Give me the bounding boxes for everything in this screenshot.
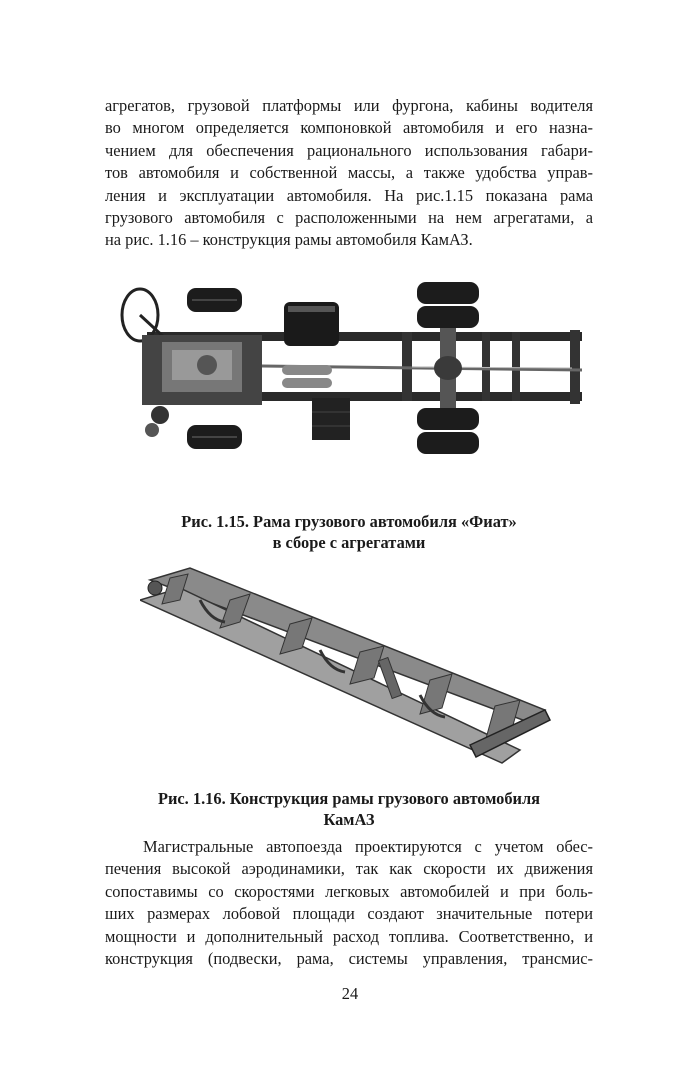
text-line: конструкция (подвески, рама, системы управления, трансмис- bbox=[105, 949, 593, 969]
text-line: мощности и дополнительный расход топлива. Соответственно, и bbox=[105, 926, 593, 946]
fiat-chassis-illustration bbox=[112, 280, 587, 465]
caption-line: Рис. 1.15. Рама грузового автомобиля «Фиат» bbox=[181, 512, 517, 531]
text-line: во многом определяется компоновкой автомобиля и его назна- bbox=[105, 118, 593, 138]
text-line: чением для обеспечения рационального использования габари- bbox=[105, 140, 593, 160]
caption-line: КамАЗ bbox=[323, 810, 375, 829]
figure-1-caption bbox=[105, 511, 593, 553]
text-line: ших размерах лобовой площади создают значительные потери bbox=[105, 904, 593, 924]
text-line: агрегатов, грузовой платформы или фургона, кабины водителя bbox=[105, 96, 593, 115]
figure-2-caption bbox=[105, 788, 593, 830]
text-line: грузового автомобиля с расположенными на нем агрегатами, а bbox=[105, 208, 593, 228]
page-number: 24 bbox=[341, 984, 359, 1003]
caption-line: Рис. 1.16. Конструкция рамы грузового автомобиля bbox=[157, 789, 541, 808]
figure-fiat-chassis bbox=[112, 280, 587, 465]
paragraph-top bbox=[105, 95, 593, 252]
text-line: на рис. 1.16 – конструкция рамы автомобиля КамАЗ. bbox=[105, 230, 473, 250]
text-line: Магистральные автопоезда проектируются с учетом обес- bbox=[143, 837, 593, 856]
caption-line: в сборе с агрегатами bbox=[272, 533, 426, 552]
text-line: печения высокой аэродинамики, так как скорости их движения bbox=[105, 859, 593, 879]
paragraph-bottom bbox=[105, 836, 593, 970]
text-line: тов автомобиля и собственной массы, а также удобства управ- bbox=[105, 163, 593, 183]
text-line: сопоставимы со скоростями легковых автомобилей и при боль- bbox=[105, 881, 593, 901]
figure-kamaz-frame bbox=[140, 560, 560, 775]
text-line: ления и эксплуатации автомобиля. На рис.1.15 показана рама bbox=[105, 185, 593, 205]
kamaz-frame-illustration bbox=[140, 560, 560, 775]
